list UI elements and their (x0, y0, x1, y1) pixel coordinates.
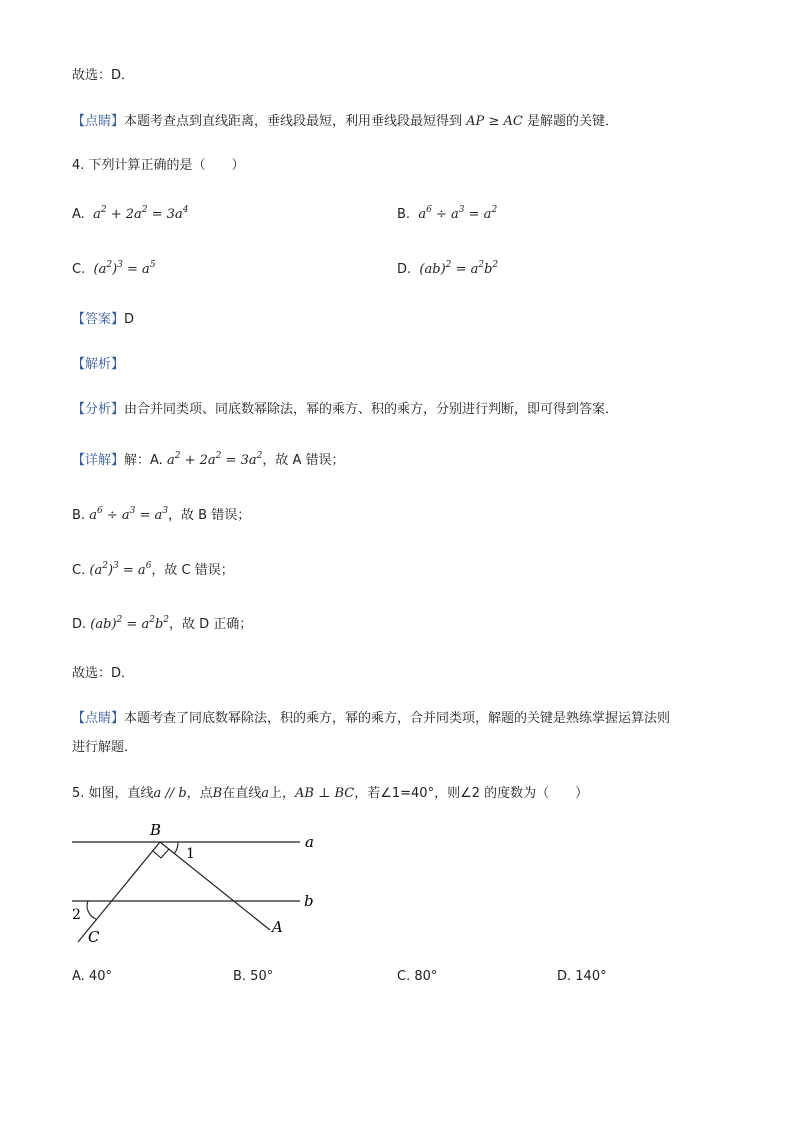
comment-text-before: 本题考查点到直线距离，垂线段最短，利用垂线段最短得到 (124, 114, 463, 129)
detail-b-prefix: B. (72, 508, 86, 523)
option-a-expression: $a^2 + 2a^2 = 3a^4$ (93, 205, 189, 222)
label-b-line: b (304, 892, 314, 910)
detail-d-text: ，故 D 正确； (169, 617, 253, 632)
q5-stem-part: 在直线 (222, 786, 262, 801)
q4-option-d (397, 260, 498, 280)
q5-option-a: A. 40° (72, 969, 112, 984)
label-a-line: a (305, 833, 314, 851)
q5-stem-part: ，点 (186, 786, 213, 801)
q4-detail-d (72, 615, 252, 635)
label-b-point: B (150, 821, 162, 839)
comment-tag: 【点睛】 (72, 711, 125, 726)
detail-d-prefix: D. (72, 617, 87, 632)
comment-line1: 本题考查了同底数幂除法，积的乘方，幂的乘方，合并同类项，解题的关键是熟练掌握运算法则 (124, 711, 671, 726)
detail-b-text: ，故 B 错误； (168, 508, 251, 523)
fenxi-tag: 【分析】 (72, 402, 125, 417)
right-angle-marker (153, 849, 169, 858)
detail-tag: 【详解】 (72, 453, 125, 468)
q4-option-b (397, 205, 497, 225)
q5-option-b: B. 50° (233, 969, 274, 984)
q4-detail-c (72, 561, 234, 581)
q5-stem-perpendicular: AB ⊥ BC (295, 786, 355, 801)
q5-stem-point-b: B (212, 786, 223, 801)
detail-c-text: ，故 C 错误； (151, 563, 234, 578)
q4-detail-b (72, 506, 250, 526)
q4-comment (72, 709, 670, 729)
q5-stem-parallel: a // b (153, 786, 187, 801)
label-a-point: A (272, 918, 283, 936)
detail-a-expression: $a^2 + 2a^2 = 3a^2$ (166, 451, 263, 468)
q5-option-c: C. 80° (397, 969, 438, 984)
label-angle-1: 1 (186, 846, 195, 862)
detail-b-expression: $a^6 \div a^3 = a^3$ (89, 506, 169, 523)
analysis-tag: 【解析】 (72, 357, 125, 372)
option-label: B. (397, 207, 411, 222)
segment-ba (160, 842, 270, 930)
answer-tag: 【答案】 (72, 312, 125, 327)
prev-conclusion: 故选：D． (72, 68, 135, 83)
q4-fenxi (72, 400, 618, 420)
label-angle-2: 2 (72, 907, 81, 923)
q4-comment-line2: 进行解题． (72, 740, 138, 755)
q4-detail-a (72, 451, 345, 471)
q4-answer (72, 310, 134, 330)
q5-stem-line-a: a (261, 786, 270, 801)
q4-analysis-tag (72, 355, 124, 375)
prev-comment (72, 112, 618, 132)
detail-a-text: ，故 A 错误； (262, 453, 345, 468)
q5-stem-part: 5. 如图，直线 (72, 786, 154, 801)
angle-1-arc (174, 842, 178, 854)
option-c-expression: $(a^2)^3 = a^5$ (93, 260, 156, 277)
comment-text-after: 是解题的关键． (526, 114, 618, 129)
q4-option-a (72, 205, 188, 225)
q5-stem-part: ，若∠1=40°，则∠2 的度数为（ ） (354, 786, 589, 801)
q5-option-d: D. 140° (557, 969, 607, 984)
option-d-expression: $(ab)^2 = a^2b^2$ (419, 260, 499, 277)
q5-stem (72, 784, 588, 804)
option-b-expression: $a^6 \div a^3 = a^2$ (418, 205, 498, 222)
angle-2-arc (87, 901, 96, 919)
answer-value: D (124, 312, 135, 327)
option-label: A. (72, 207, 85, 222)
option-label: D. (397, 262, 412, 277)
detail-prefix: 解：A. (124, 453, 163, 468)
detail-c-prefix: C. (72, 563, 86, 578)
q4-option-c (72, 260, 156, 280)
comment-expression: AP ≥ AC (466, 114, 523, 129)
q4-conclusion: 故选：D． (72, 666, 135, 681)
detail-d-expression: $(ab)^2 = a^2b^2$ (90, 615, 169, 632)
detail-c-expression: $(a^2)^3 = a^6$ (89, 561, 152, 578)
q5-figure (60, 815, 330, 955)
q4-stem: 4. 下列计算正确的是（ ） (72, 158, 245, 173)
fenxi-text: 由合并同类项、同底数幂除法，幂的乘方、积的乘方，分别进行判断，即可得到答案． (124, 402, 619, 417)
label-c-point: C (88, 928, 100, 946)
comment-tag: 【点睛】 (72, 114, 125, 129)
option-label: C. (72, 262, 86, 277)
segment-bc (78, 842, 160, 942)
q5-stem-part: 上， (269, 786, 296, 801)
